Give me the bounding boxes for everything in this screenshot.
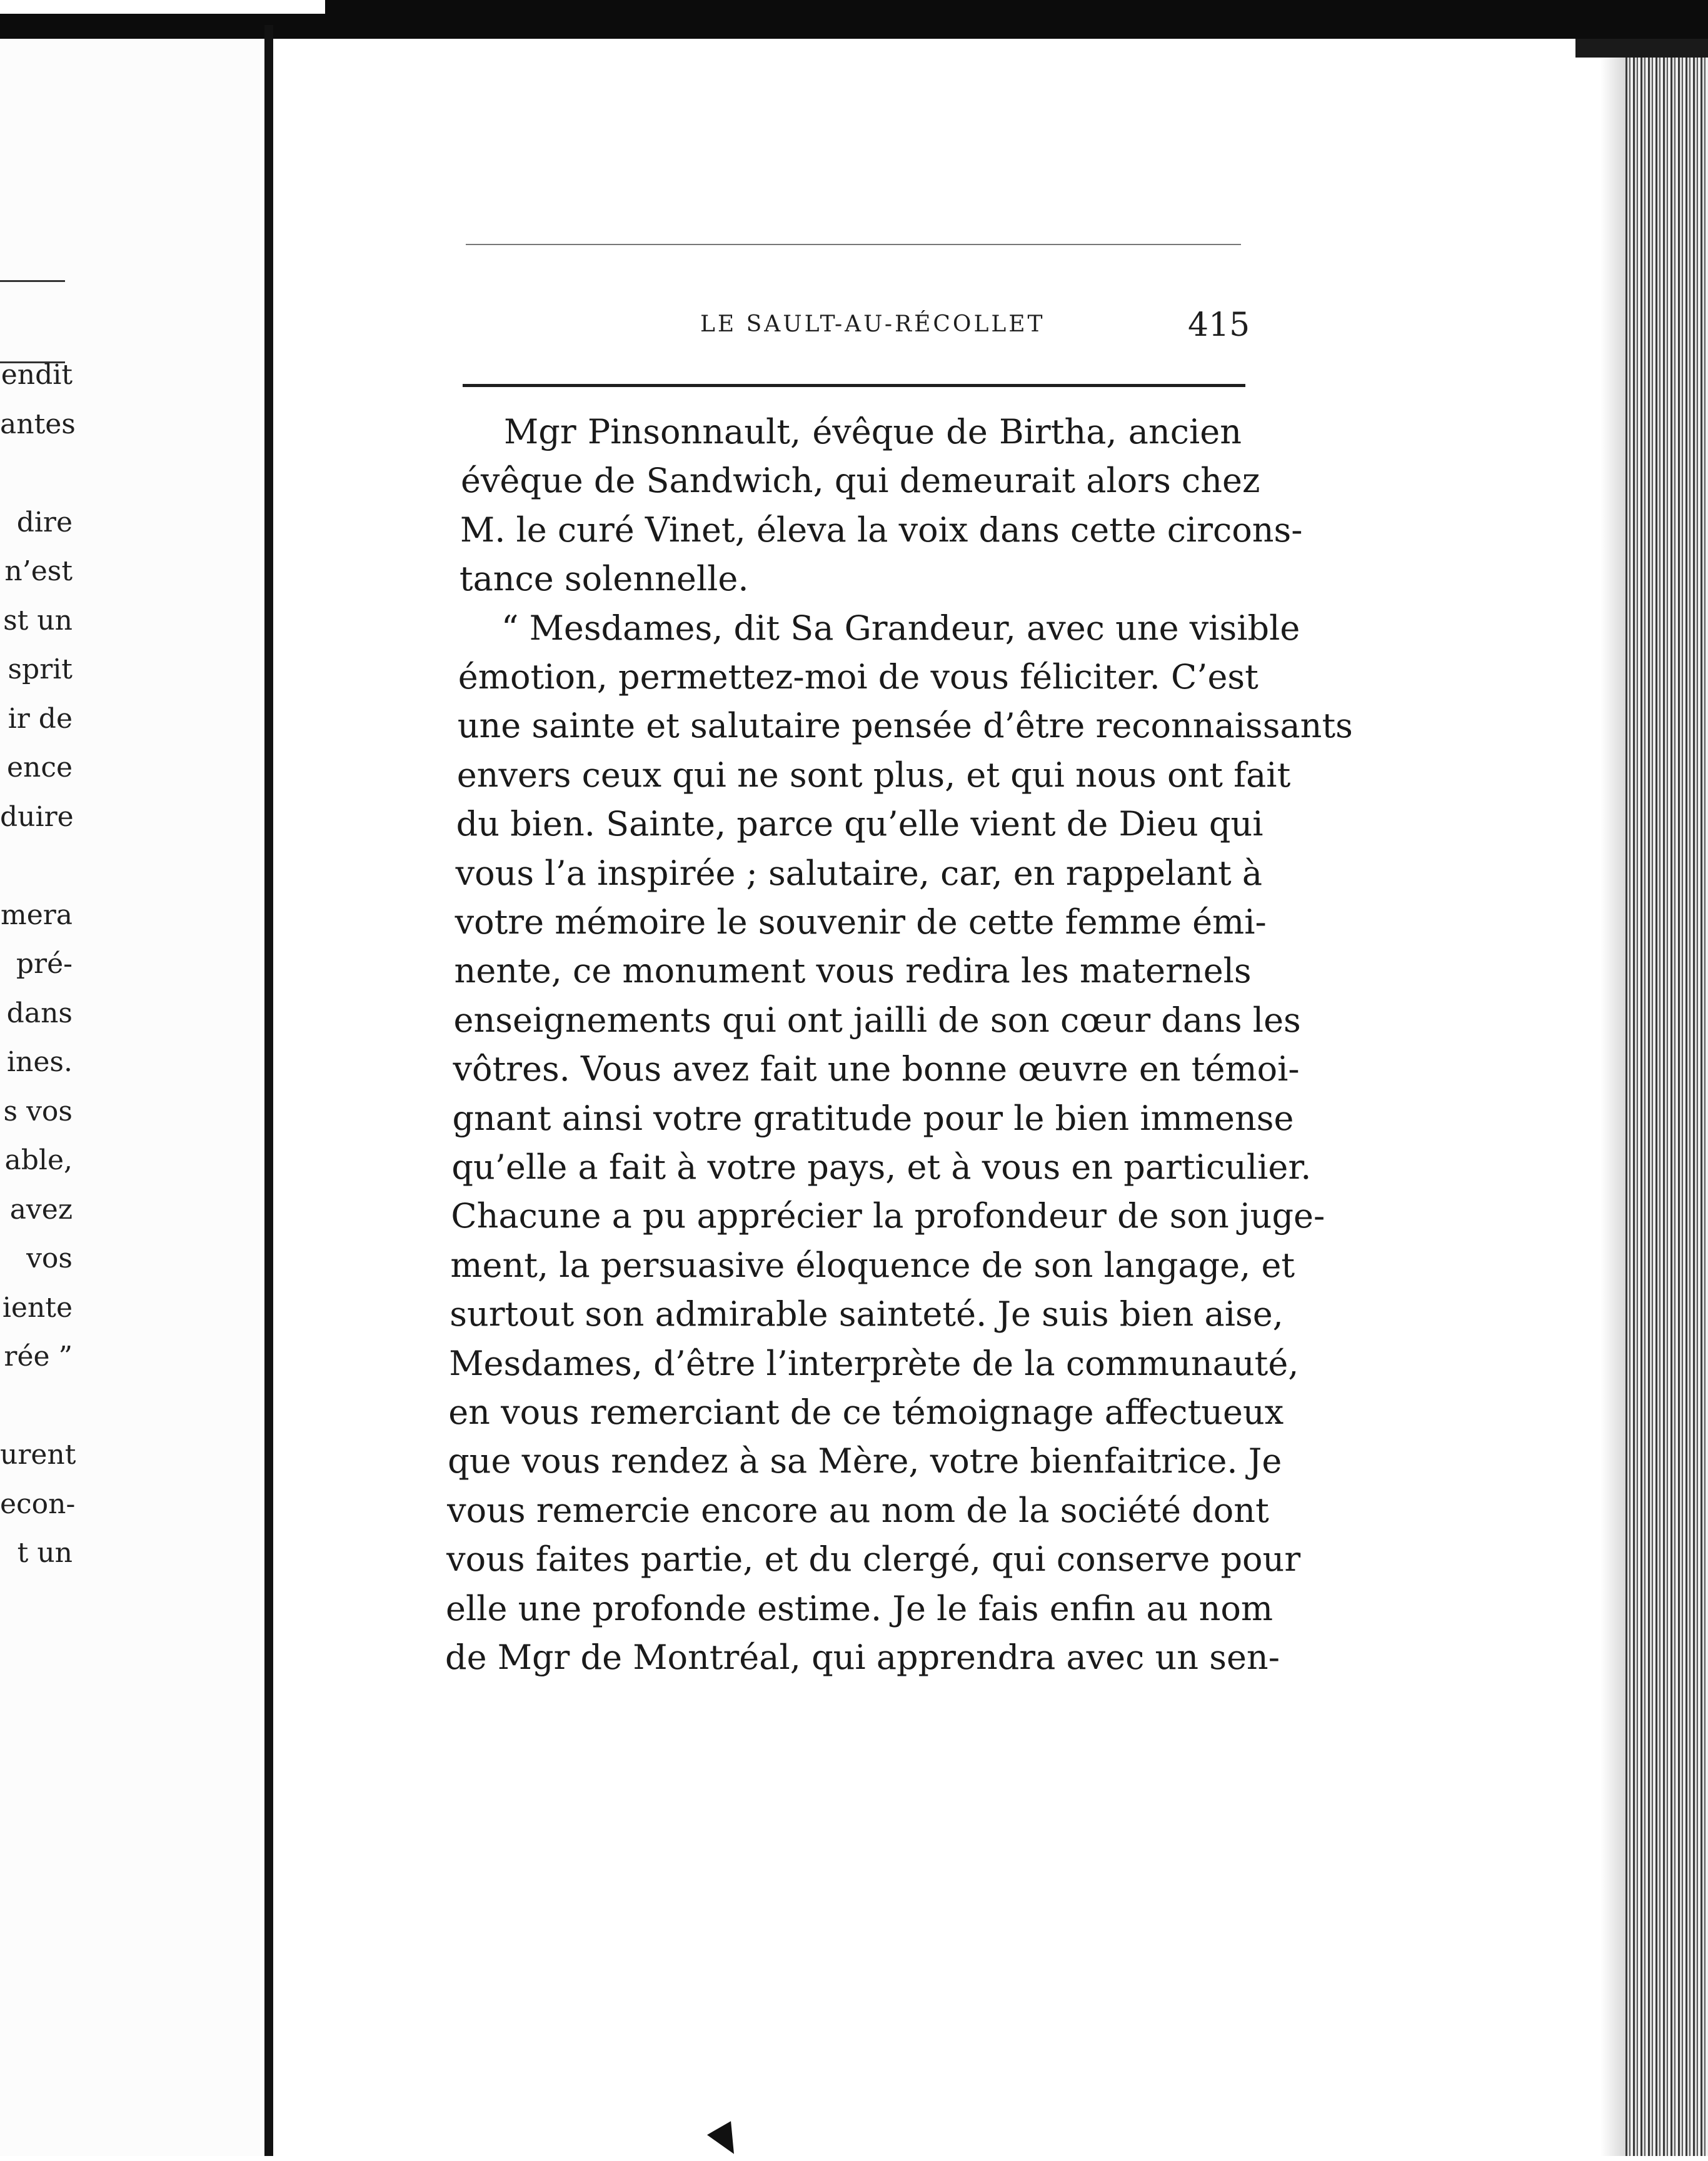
- left-page-line: rée ”: [4, 1341, 73, 1373]
- left-page-line: st un: [3, 604, 73, 637]
- body-line: vous faites partie, et du clergé, qui conserve pour: [446, 1539, 1301, 1579]
- body-line: du bien. Sainte, parce qu’elle vient de Dieu qui: [456, 804, 1263, 844]
- body-line: Mesdames, d’être l’interprète de la communauté,: [449, 1343, 1299, 1383]
- scan-top-border: [0, 0, 1708, 39]
- left-page-line: able,: [4, 1144, 73, 1176]
- running-head: LE SAULT-AU-RÉCOLLET: [700, 311, 1045, 337]
- left-page-rule-1: [0, 280, 65, 282]
- left-page-line: s vos: [3, 1095, 73, 1127]
- body-line: envers ceux qui ne sont plus, et qui nous ont fait: [456, 755, 1291, 795]
- left-page-line: avez: [9, 1193, 73, 1226]
- body-line: ment, la persuasive éloquence de son langage, et: [450, 1245, 1295, 1285]
- left-page-line: t un: [17, 1537, 73, 1569]
- body-line: enseignements qui ont jailli de son cœur dans les: [453, 1000, 1301, 1040]
- body-line: que vous rendez à sa Mère, votre bienfaitrice. Je: [448, 1441, 1282, 1481]
- body-line: M. le curé Vinet, éleva la voix dans cette circons-: [460, 510, 1303, 550]
- body-line: Chacune a pu apprécier la profondeur de son juge-: [451, 1196, 1325, 1236]
- body-line: vous l’a inspirée ; salutaire, car, en rappelant à: [455, 853, 1263, 893]
- left-page-line: endit: [1, 359, 73, 391]
- header-thin-rule: [466, 244, 1241, 245]
- page-edges-top-shadow: [1575, 39, 1708, 58]
- facing-page-left: [0, 39, 264, 2156]
- body-line: en vous remerciant de ce témoignage affectueux: [448, 1393, 1284, 1432]
- left-page-line: urent: [0, 1439, 76, 1471]
- left-page-line: n’est: [4, 555, 73, 587]
- body-line: votre mémoire le souvenir de cette femme émi-: [455, 902, 1267, 942]
- left-page-line: econ-: [0, 1488, 76, 1520]
- page-415: [273, 39, 1600, 2156]
- header-rule: [463, 384, 1245, 387]
- left-page-line: dire: [16, 506, 73, 538]
- body-line: Mgr Pinsonnault, évêque de Birtha, ancien: [504, 412, 1242, 451]
- body-line: nente, ce monument vous redira les maternels: [454, 951, 1252, 991]
- book-gutter: [264, 25, 273, 2156]
- left-page-line: antes: [0, 408, 76, 440]
- left-page-line: sprit: [8, 653, 73, 685]
- body-line: elle une profonde estime. Je le fais enfin au nom: [446, 1588, 1273, 1628]
- left-page-line: vos: [26, 1242, 73, 1274]
- body-line: surtout son admirable sainteté. Je suis bien aise,: [450, 1294, 1284, 1334]
- page-number: 415: [1188, 306, 1250, 344]
- body-line: “ Mesdames, dit Sa Grandeur, avec une visible: [501, 608, 1300, 648]
- scan-top-notch: [0, 0, 325, 14]
- left-page-line: ines.: [6, 1046, 73, 1078]
- left-page-line: iente: [2, 1291, 73, 1324]
- left-page-line: ence: [6, 752, 73, 783]
- left-page-line: pré-: [16, 948, 73, 980]
- body-line: une sainte et salutaire pensée d’être reconnaissants: [457, 706, 1353, 746]
- body-line: de Mgr de Montréal, qui apprendra avec un sen-: [445, 1638, 1280, 1677]
- left-page-line: duire: [0, 800, 74, 833]
- body-line: tance solennelle.: [459, 559, 749, 599]
- body-line: émotion, permettez-moi de vous féliciter. C’est: [458, 657, 1258, 697]
- left-page-line: dans: [6, 997, 73, 1029]
- left-page-line: mera: [0, 899, 73, 931]
- body-line: gnant ainsi votre gratitude pour le bien immense: [452, 1098, 1294, 1138]
- body-line: qu’elle a fait à votre pays, et à vous en particulier.: [451, 1147, 1312, 1187]
- body-line: vous remercie encore au nom de la société dont: [447, 1490, 1269, 1530]
- body-line: vôtres. Vous avez fait une bonne œuvre en témoi-: [453, 1049, 1300, 1089]
- body-line: évêque de Sandwich, qui demeurait alors chez: [460, 461, 1260, 501]
- page-edge-shadow: [1600, 44, 1625, 2156]
- left-page-line: ir de: [8, 702, 73, 735]
- book-page-edges: [1625, 44, 1708, 2156]
